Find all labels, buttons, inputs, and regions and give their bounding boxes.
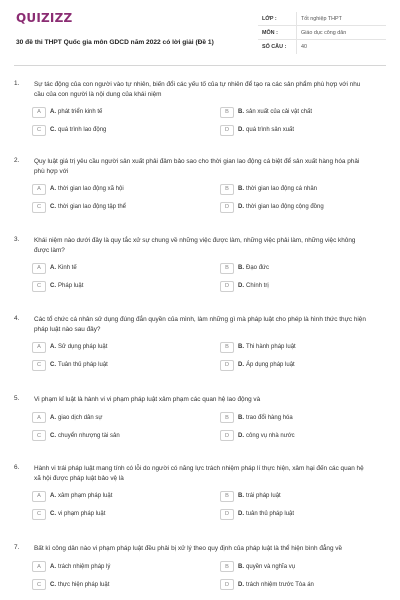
- question-item: [14, 80, 386, 136]
- option-letter-box: C: [32, 430, 46, 441]
- question-number: 3.: [14, 236, 20, 243]
- option-b[interactable]: [220, 183, 386, 195]
- option-letter: D.: [238, 432, 245, 439]
- option-letter-box: C: [32, 360, 46, 371]
- option-d[interactable]: [220, 280, 386, 292]
- option-letter: B.: [238, 344, 245, 350]
- option-d[interactable]: [220, 201, 386, 213]
- option-letter: B.: [238, 493, 245, 499]
- question-text: Bất kì công dân nào vi phạm pháp luật đều phải bị xử lý theo quy định của pháp luật là thể hiện bình đẳng về: [34, 545, 343, 552]
- option-letter: A.: [50, 265, 57, 271]
- option-text: Pháp luật: [58, 283, 84, 289]
- option-letter-box: D: [220, 430, 234, 441]
- question-number: 4.: [14, 315, 20, 322]
- question-item: [14, 395, 386, 442]
- option-text: Áp dụng pháp luật: [246, 362, 295, 368]
- question-text: Sự tác động của con người vào tự nhiên, biến đổi các yếu tố của tự nhiên để tạo ra các sản phẩm phù hợp với nhu cầu của con người là nội dung của khái niệm: [34, 81, 361, 98]
- option-letter: C.: [50, 432, 57, 439]
- meta-row-class: [258, 12, 386, 26]
- option-letter: D.: [238, 127, 245, 133]
- option-letter: B.: [238, 414, 245, 421]
- option-a[interactable]: [32, 412, 198, 424]
- option-letter: C.: [50, 581, 57, 588]
- option-letter: A.: [50, 186, 57, 192]
- question-item: [14, 544, 386, 591]
- option-letter-box: B: [220, 342, 234, 353]
- option-text: Kinh tế: [58, 265, 77, 271]
- option-letter: D.: [238, 283, 245, 289]
- option-letter-box: A: [32, 184, 46, 195]
- option-letter: D.: [238, 362, 245, 368]
- meta-value: 40: [296, 40, 386, 54]
- option-c[interactable]: [32, 430, 198, 442]
- meta-label: LỚP :: [262, 15, 277, 22]
- option-text: quá trình sản xuất: [246, 127, 295, 133]
- option-letter-box: D: [220, 579, 234, 590]
- quizizz-logo: QUIZIZZ: [16, 11, 73, 25]
- option-letter-box: B: [220, 184, 234, 195]
- option-letter: B.: [238, 563, 245, 570]
- option-d[interactable]: [220, 124, 386, 136]
- meta-table: [258, 12, 386, 54]
- option-text: Chính trị: [246, 283, 269, 289]
- option-a[interactable]: [32, 262, 198, 274]
- question-item: [14, 157, 386, 213]
- question-number: 2.: [14, 157, 20, 164]
- option-letter: D.: [238, 581, 245, 588]
- option-letter: C.: [50, 204, 57, 210]
- option-text: Tuân thủ pháp luật: [58, 362, 108, 368]
- meta-value: Giáo dục công dân: [296, 26, 386, 39]
- option-text: quyền và nghĩa vụ: [246, 563, 296, 570]
- option-letter-box: B: [220, 561, 234, 572]
- option-letter-box: D: [220, 202, 234, 213]
- option-b[interactable]: [220, 106, 386, 118]
- option-letter-box: C: [32, 579, 46, 590]
- option-letter: C.: [50, 283, 57, 289]
- option-text: thời gian lao động cá nhân: [246, 186, 318, 192]
- option-a[interactable]: [32, 561, 198, 573]
- question-item: [14, 236, 386, 292]
- question-item: [14, 464, 386, 520]
- question-text: Khái niệm nào dưới đây là quy tắc xử sự chung về những việc được làm, những việc phải làm, những việc không được làm?: [34, 237, 356, 254]
- question-text: Vi phạm kỉ luật là hành vi vi phạm pháp luật xâm phạm các quan hệ lao động và: [34, 396, 261, 403]
- option-text: thời gian lao động tập thể: [58, 204, 127, 210]
- meta-row-count: [258, 40, 386, 54]
- question-item: [14, 315, 386, 371]
- option-text: tuân thủ pháp luật: [246, 511, 295, 517]
- option-letter-box: B: [220, 491, 234, 502]
- option-letter: B.: [238, 109, 245, 115]
- option-letter: B.: [238, 265, 245, 271]
- option-letter: A.: [50, 109, 57, 115]
- option-a[interactable]: [32, 341, 198, 353]
- option-text: thời gian lao động xã hội: [58, 186, 124, 192]
- option-letter-box: A: [32, 342, 46, 353]
- option-letter: C.: [50, 362, 57, 368]
- option-text: xâm phạm pháp luật: [58, 493, 113, 499]
- option-letter: C.: [50, 127, 57, 133]
- options-grid: [14, 490, 386, 520]
- question-text: Hành vi trái pháp luật mang tính có lỗi do người có năng lực trách nhiệm pháp lí thực hiện, xâm hại đến các quan hệ xã hội được pháp luật bảo vệ là: [34, 465, 364, 482]
- worksheet-header: [14, 8, 386, 66]
- option-b[interactable]: [220, 561, 386, 573]
- option-letter-box: C: [32, 281, 46, 292]
- option-letter-box: A: [32, 263, 46, 274]
- option-text: trách nhiệm trước Tòa án: [246, 581, 314, 588]
- option-text: trái pháp luật: [246, 493, 281, 499]
- option-text: vi phạm pháp luật: [58, 511, 106, 517]
- option-letter: B.: [238, 186, 245, 192]
- option-letter: A.: [50, 563, 57, 570]
- option-b[interactable]: [220, 490, 386, 502]
- option-text: chuyển nhượng tài sản: [58, 432, 120, 439]
- option-a[interactable]: [32, 490, 198, 502]
- option-text: thực hiện pháp luật: [58, 581, 110, 588]
- option-c[interactable]: [32, 359, 198, 371]
- option-d[interactable]: [220, 359, 386, 371]
- options-grid: [14, 106, 386, 136]
- option-letter: D.: [238, 511, 245, 517]
- option-letter: A.: [50, 344, 57, 350]
- document-title: 30 đề thi THPT Quốc gia môn GDCD năm 2022 có lời giải (Đề 1): [16, 39, 214, 46]
- option-b[interactable]: [220, 341, 386, 353]
- options-grid: [14, 341, 386, 371]
- question-number: 5.: [14, 395, 20, 402]
- option-letter-box: B: [220, 107, 234, 118]
- option-a[interactable]: [32, 106, 198, 118]
- option-text: công vụ nhà nước: [246, 432, 295, 439]
- option-letter-box: D: [220, 125, 234, 136]
- option-text: trách nhiệm pháp lý: [58, 563, 111, 570]
- option-d[interactable]: [220, 508, 386, 520]
- option-letter: A.: [50, 493, 57, 499]
- option-text: quá trình lao động: [58, 127, 107, 133]
- option-c[interactable]: [32, 508, 198, 520]
- option-c[interactable]: [32, 280, 198, 292]
- meta-label: SỐ CÂU :: [262, 44, 287, 50]
- option-d[interactable]: [220, 579, 386, 591]
- option-text: thời gian lao động cộng đồng: [246, 204, 324, 210]
- options-grid: [14, 183, 386, 213]
- option-text: sản xuất của cải vật chất: [246, 109, 313, 115]
- option-letter-box: C: [32, 125, 46, 136]
- option-text: Thi hành pháp luật: [246, 344, 296, 350]
- option-text: Sử dụng pháp luật: [58, 344, 108, 350]
- question-number: 6.: [14, 464, 20, 471]
- options-grid: [14, 412, 386, 442]
- option-letter-box: A: [32, 491, 46, 502]
- options-grid: [14, 262, 386, 292]
- option-letter-box: A: [32, 561, 46, 572]
- option-a[interactable]: [32, 183, 198, 195]
- option-letter-box: A: [32, 107, 46, 118]
- option-letter-box: D: [220, 281, 234, 292]
- option-text: giao dịch dân sự: [58, 414, 103, 421]
- option-letter: C.: [50, 511, 57, 517]
- option-letter: A.: [50, 414, 57, 421]
- question-number: 7.: [14, 544, 20, 551]
- option-c[interactable]: [32, 579, 198, 591]
- options-grid: [14, 561, 386, 591]
- option-letter: D.: [238, 204, 245, 210]
- option-letter-box: A: [32, 412, 46, 423]
- option-b[interactable]: [220, 412, 386, 424]
- option-text: trao đổi hàng hóa: [246, 414, 293, 421]
- question-number: 1.: [14, 80, 20, 87]
- meta-label: MÔN :: [262, 29, 278, 36]
- question-text: Các tổ chức cá nhân sử dụng đúng đắn quyền của mình, làm những gì mà pháp luật cho phép là hình thức thực hiện pháp luật nào sau đây?: [34, 316, 366, 333]
- meta-value: Tốt nghiệp THPT: [296, 12, 386, 25]
- option-letter-box: C: [32, 509, 46, 520]
- meta-row-subject: [258, 26, 386, 40]
- option-letter-box: B: [220, 263, 234, 274]
- option-letter-box: C: [32, 202, 46, 213]
- option-text: phát triển kinh tế: [58, 109, 103, 115]
- option-letter-box: D: [220, 360, 234, 371]
- option-c[interactable]: [32, 201, 198, 213]
- option-text: Đạo đức: [246, 265, 270, 271]
- option-d[interactable]: [220, 430, 386, 442]
- option-c[interactable]: [32, 124, 198, 136]
- option-b[interactable]: [220, 262, 386, 274]
- option-letter-box: B: [220, 412, 234, 423]
- option-letter-box: D: [220, 509, 234, 520]
- question-text: Quy luật giá trị yêu cầu người sản xuất phải đảm bảo sao cho thời gian lao động cá biệt để sản xuất hàng hóa phải phù hợp với: [34, 158, 360, 175]
